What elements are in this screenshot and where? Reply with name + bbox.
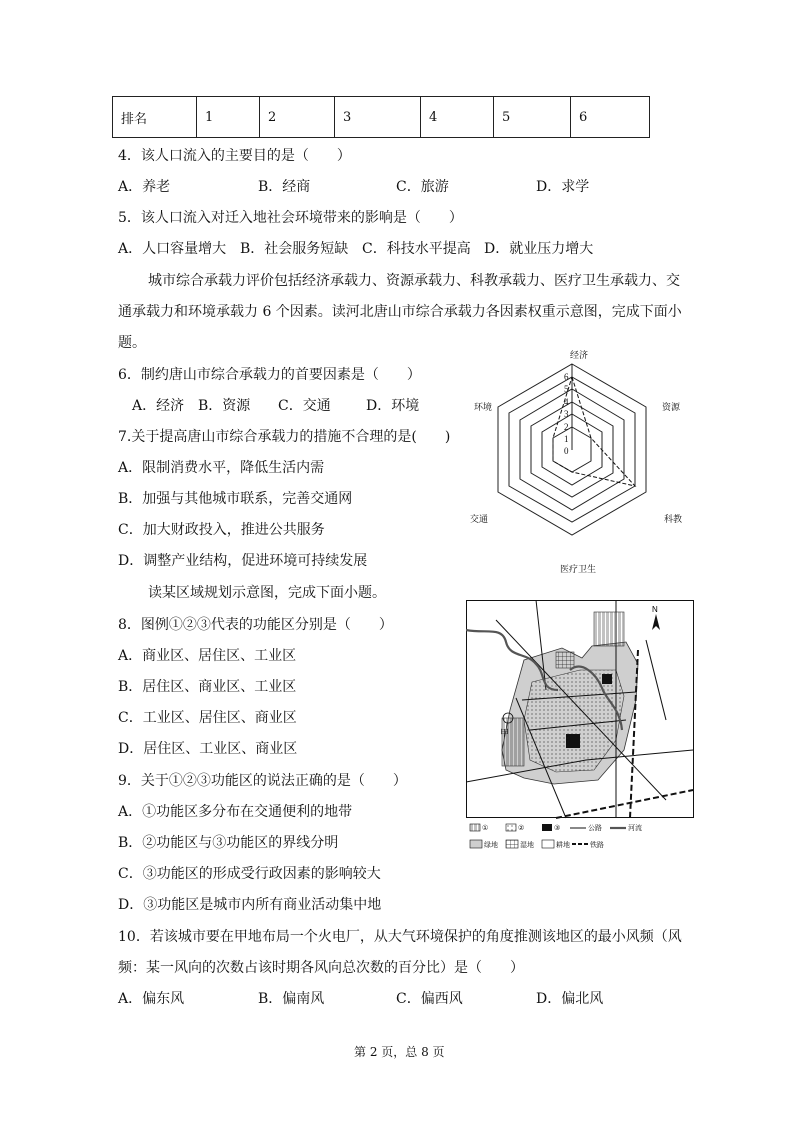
q7-option-b: B．加强与其他城市联系，完善交通网 <box>118 491 353 507</box>
question-4-stem: 4．该人口流入的主要目的是（ ） <box>118 148 351 164</box>
intro-paragraph-line: 读某区域规划示意图，完成下面小题。 <box>148 585 386 601</box>
question-8-stem: 8．图例①②③代表的功能区分别是（ ） <box>118 617 393 633</box>
radar-tick: 0 <box>564 446 569 456</box>
radar-tick: 1 <box>564 434 569 444</box>
q9-option-d: D．③功能区是城市内所有商业活动集中地 <box>118 897 382 913</box>
table-cell: 1 <box>197 97 260 138</box>
q4-option-c: C．旅游 <box>396 179 449 195</box>
question-7-stem: 7.关于提高唐山市综合承载力的措施不合理的是( ) <box>118 429 451 445</box>
question-6-stem: 6．制约唐山市综合承载力的首要因素是（ ） <box>118 367 421 383</box>
industrial-block <box>502 718 524 766</box>
page-footer: 第 2 页，总 8 页 <box>354 1045 445 1059</box>
intro-paragraph-line: 题。 <box>118 335 146 351</box>
legend-rail: 铁路 <box>590 841 604 849</box>
intro-paragraph-line: 城市综合承载力评价包括经济承载力、资源承载力、科教承载力、医疗卫生承载力、交 <box>148 273 680 289</box>
q7-option-d: D．调整产业结构，促进环境可持续发展 <box>118 553 368 569</box>
q4-option-a: A．养老 <box>118 179 171 195</box>
legend-road: 公路 <box>588 824 602 832</box>
industrial-block <box>594 612 624 646</box>
wetland-block <box>556 652 574 668</box>
q6-option-c: C．交通 <box>278 398 331 414</box>
radar-tick: 3 <box>564 409 569 419</box>
table-header-cell: 排名 <box>113 97 197 138</box>
q10-option-b: B．偏南风 <box>258 991 325 1007</box>
region-plan-map <box>466 600 694 855</box>
legend-green: 绿地 <box>484 841 498 849</box>
radar-tick: 2 <box>564 422 569 432</box>
q8-option-d: D．居住区、工业区、商业区 <box>118 741 298 757</box>
q9-option-b: B．②功能区与③功能区的界线分明 <box>118 835 339 851</box>
radar-chart <box>466 346 696 582</box>
legend-3: ③ <box>554 824 561 832</box>
legend-wetland: 湿地 <box>520 841 534 849</box>
intro-paragraph-line: 通承载力和环境承载力 6 个因素。读河北唐山市综合承载力各因素权重示意图，完成下面小 <box>118 304 682 320</box>
north-label: N <box>652 605 658 614</box>
legend-2: ② <box>518 824 525 832</box>
q9-option-a: A．①功能区多分布在交通便利的地带 <box>118 804 353 820</box>
table-cell: 6 <box>571 97 650 138</box>
q8-option-b: B．居住区、商业区、工业区 <box>118 679 297 695</box>
legend-river: 河流 <box>628 824 642 832</box>
q4-option-b: B．经商 <box>258 179 311 195</box>
q8-option-a: A．商业区、居住区、工业区 <box>118 648 297 664</box>
question-10-stem: 10．若该城市要在甲地布局一个火电厂，从大气环境保护的角度推测该地区的最小风频（风 <box>118 929 682 945</box>
q5-option-a: A．人口容量增大 <box>118 241 227 257</box>
q8-option-c: C．工业区、居住区、商业区 <box>118 710 297 726</box>
q7-option-c: C．加大财政投入，推进公共服务 <box>118 522 325 538</box>
q5-option-d: D．就业压力增大 <box>484 241 594 257</box>
q6-option-b: B．资源 <box>198 398 251 414</box>
question-9-stem: 9．关于①②③功能区的说法正确的是（ ） <box>118 773 407 789</box>
table-row <box>113 97 650 138</box>
radar-label-traffic: 交通 <box>470 515 489 525</box>
radar-tick: 6 <box>564 372 569 382</box>
question-5-stem: 5．该人口流入对迁入地社会环境带来的影响是（ ） <box>118 210 463 226</box>
q6-option-d: D．环境 <box>366 398 420 414</box>
radar-label-environment: 环境 <box>474 403 493 413</box>
q5-option-c: C．科技水平提高 <box>362 241 471 257</box>
q7-option-a: A．限制消费水平，降低生活内需 <box>118 460 325 476</box>
legend-1: ① <box>482 824 489 832</box>
legend-farm: 耕地 <box>556 841 570 849</box>
ranking-table <box>112 96 650 138</box>
q4-option-d: D．求学 <box>536 179 590 195</box>
jia-label: 甲 <box>500 729 510 739</box>
table-cell: 5 <box>494 97 571 138</box>
radar-label-economy: 经济 <box>570 351 589 361</box>
q10-option-a: A．偏东风 <box>118 991 185 1007</box>
question-10-stem-line2: 频：某一风向的次数占该时期各风向总次数的百分比）是（ ） <box>118 960 524 976</box>
table-cell: 2 <box>260 97 335 138</box>
table-cell: 4 <box>421 97 494 138</box>
commercial-block <box>566 734 580 748</box>
q10-option-d: D．偏北风 <box>536 991 604 1007</box>
radar-label-resource: 资源 <box>662 403 681 413</box>
q9-option-c: C．③功能区的形成受行政因素的影响较大 <box>118 866 381 882</box>
q5-option-b: B．社会服务短缺 <box>240 241 349 257</box>
commercial-block <box>602 674 612 684</box>
q6-option-a: A．经济 <box>132 398 185 414</box>
radar-tick: 4 <box>564 397 569 407</box>
q10-option-c: C．偏西风 <box>396 991 463 1007</box>
radar-label-science: 科教 <box>664 515 683 525</box>
radar-label-medical: 医疗卫生 <box>560 565 597 575</box>
table-cell: 3 <box>335 97 421 138</box>
radar-tick: 5 <box>564 384 569 394</box>
